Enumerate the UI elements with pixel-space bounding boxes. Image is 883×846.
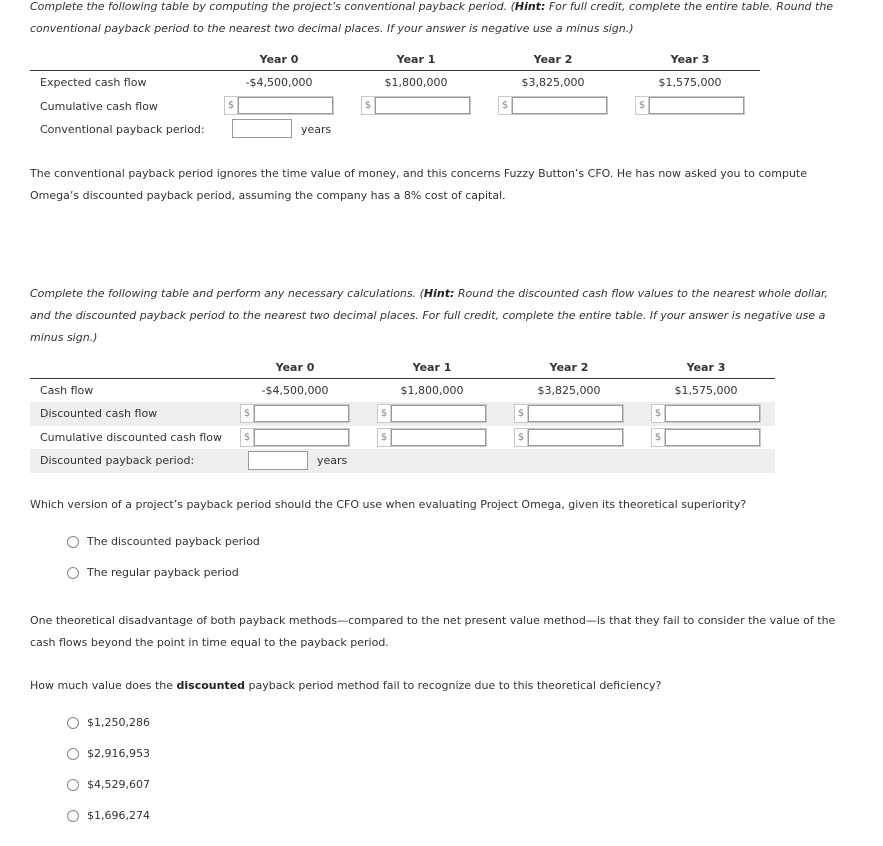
cumulative-cash-flow-year3-input[interactable]: [635, 96, 745, 115]
table1-label-payback: Conventional payback period:: [40, 123, 205, 136]
table1-header-year3: Year 3: [670, 53, 710, 66]
option-label: $4,529,607: [87, 778, 150, 791]
input-field[interactable]: [254, 429, 349, 446]
table1-expected-year0: -$4,500,000: [245, 76, 313, 89]
discounted-payback-input[interactable]: [248, 451, 308, 470]
radio-icon[interactable]: [67, 810, 79, 822]
cumulative-cash-flow-year1-input[interactable]: [361, 96, 471, 115]
conventional-payback-input[interactable]: [232, 119, 292, 138]
table2-cash-flow-year3: $1,575,000: [674, 384, 738, 397]
table2-cash-flow-year0: -$4,500,000: [261, 384, 329, 397]
input-field[interactable]: [391, 405, 486, 422]
input-field[interactable]: [528, 429, 623, 446]
discounted-cash-flow-year0-input[interactable]: [240, 404, 350, 423]
dollar-sign-icon: $: [362, 97, 375, 114]
table2-header-year3: Year 3: [686, 361, 726, 374]
option-label: $2,916,953: [87, 747, 150, 760]
discounted-cash-flow-year1-input[interactable]: [377, 404, 487, 423]
input-field[interactable]: [665, 405, 760, 422]
question-2: How much value does the discounted payback period method fail to recognize due to this theoretical deficiency?: [30, 679, 662, 692]
table1-label-cumulative: Cumulative cash flow: [40, 100, 158, 113]
paragraph-2: One theoretical disadvantage of both payback methods—compared to the net present value method—is that they fail to consider the value of the cash flows beyond the point in time equal to the payback period.: [30, 614, 836, 649]
table1-expected-year2: $3,825,000: [521, 76, 585, 89]
cumulative-discounted-year1-input[interactable]: [377, 428, 487, 447]
input-field[interactable]: [649, 97, 744, 114]
table2-label-payback: Discounted payback period:: [40, 454, 195, 467]
option-label: $1,696,274: [87, 809, 150, 822]
dollar-sign-icon: $: [652, 429, 665, 446]
radio-icon[interactable]: [67, 748, 79, 760]
radio-icon[interactable]: [67, 536, 79, 548]
q1-option-regular[interactable]: [67, 566, 239, 579]
table1-header-year2: Year 2: [533, 53, 573, 66]
radio-icon[interactable]: [67, 779, 79, 791]
radio-icon[interactable]: [67, 567, 79, 579]
dollar-sign-icon: $: [241, 429, 254, 446]
table1-expected-year1: $1,800,000: [384, 76, 448, 89]
table2-label-discounted: Discounted cash flow: [40, 407, 158, 420]
dollar-sign-icon: $: [652, 405, 665, 422]
q2-option-4[interactable]: [67, 809, 150, 822]
cumulative-discounted-year3-input[interactable]: [651, 428, 761, 447]
dollar-sign-icon: $: [636, 97, 649, 114]
dollar-sign-icon: $: [515, 429, 528, 446]
table1-label-expected: Expected cash flow: [40, 76, 147, 89]
q2-option-2[interactable]: [67, 747, 150, 760]
dollar-sign-icon: $: [515, 405, 528, 422]
input-field[interactable]: [512, 97, 607, 114]
dollar-sign-icon: $: [499, 97, 512, 114]
cumulative-cash-flow-year0-input[interactable]: [224, 96, 334, 115]
cumulative-discounted-year2-input[interactable]: [514, 428, 624, 447]
table1-header-year1: Year 1: [396, 53, 436, 66]
radio-icon[interactable]: [67, 717, 79, 729]
table1-header-year0: Year 0: [259, 53, 299, 66]
option-label: $1,250,286: [87, 716, 150, 729]
paragraph-1: The conventional payback period ignores the time value of money, and this concerns Fuzzy Button’s CFO. He has now asked you to compute Omega’s discounted payback period, assuming the company has a 8% cost of capital.: [30, 167, 807, 202]
discounted-cash-flow-year3-input[interactable]: [651, 404, 761, 423]
table1-expected-year3: $1,575,000: [658, 76, 722, 89]
q1-option-discounted[interactable]: [67, 535, 260, 548]
table2-header-year0: Year 0: [275, 361, 315, 374]
table2-years-label: years: [317, 454, 348, 467]
input-field[interactable]: [528, 405, 623, 422]
input-field[interactable]: [375, 97, 470, 114]
table2-header-year1: Year 1: [412, 361, 452, 374]
instructions-2: Complete the following table and perform any necessary calculations. (Hint: Round the discounted cash flow values to the nearest whole dollar, and the discounted payback period to the nearest two decimal places. For full credit, complete the entire table. If your answer is negative use a minus sign.): [30, 287, 828, 344]
option-label: The regular payback period: [87, 566, 239, 579]
table2-header-rule: [30, 378, 775, 379]
cumulative-cash-flow-year2-input[interactable]: [498, 96, 608, 115]
table2-label-cash-flow: Cash flow: [40, 384, 94, 397]
discounted-cash-flow-year2-input[interactable]: [514, 404, 624, 423]
input-field[interactable]: [665, 429, 760, 446]
table2-label-cumulative: Cumulative discounted cash flow: [40, 431, 222, 444]
q2-option-1[interactable]: [67, 716, 150, 729]
question-1: Which version of a project’s payback period should the CFO use when evaluating Project Omega, given its theoretical superiority?: [30, 498, 747, 511]
option-label: The discounted payback period: [87, 535, 260, 548]
q2-option-3[interactable]: [67, 778, 150, 791]
dollar-sign-icon: $: [225, 97, 238, 114]
cumulative-discounted-year0-input[interactable]: [240, 428, 350, 447]
dollar-sign-icon: $: [378, 405, 391, 422]
table1-header-rule: [30, 70, 760, 71]
instructions-1: Complete the following table by computing the project’s conventional payback period. (Hint: For full credit, complete the entire table. Round the conventional payback period to the nearest two decimal places. If your answer is negative use a minus sign.): [30, 0, 834, 35]
input-field[interactable]: [391, 429, 486, 446]
dollar-sign-icon: $: [241, 405, 254, 422]
input-field[interactable]: [254, 405, 349, 422]
dollar-sign-icon: $: [378, 429, 391, 446]
table2-cash-flow-year2: $3,825,000: [537, 384, 601, 397]
table1-years-label: years: [301, 123, 332, 136]
input-field[interactable]: [238, 97, 333, 114]
table2-header-year2: Year 2: [549, 361, 589, 374]
table2-cash-flow-year1: $1,800,000: [400, 384, 464, 397]
